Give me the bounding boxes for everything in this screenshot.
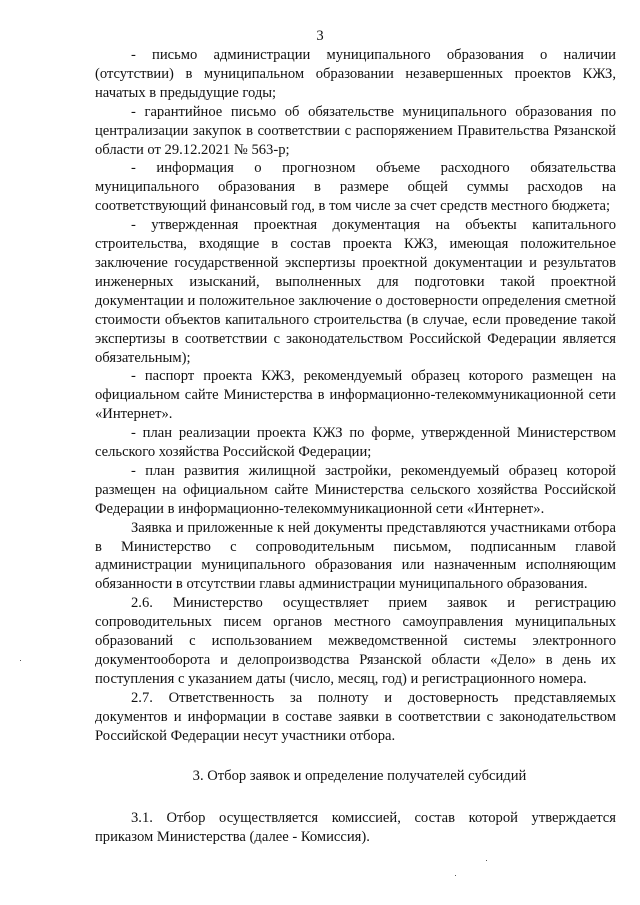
- page-number: 3: [316, 28, 324, 44]
- paragraph: - информация о прогнозном объеме расходного обязательства муниципального образования в размере общей суммы расходов на соответствующий финансовый год, в том числе за счет средств местного бюджета;: [95, 160, 616, 215]
- document-body: [95, 46, 616, 847]
- paragraph: - план реализации проекта КЖЗ по форме, утвержденной Министерством сельского хозяйства Российской Федерации;: [95, 425, 616, 461]
- paragraph: 2.7. Ответственность за полноту и достоверность представляемых документов и информации в составе заявки в соответствии с законодательством Российской Федерации несут участники отбора.: [95, 689, 616, 744]
- paragraph: 2.6. Министерство осуществляет прием заявок и регистрацию сопроводительных писем органов местного самоуправления муниципальных образований с использованием межведомственной системы электронного документооборота и делопроизводства Рязанской области «Дело» в день их поступления с указанием даты (число, месяц, год) и регистрационного номера.: [95, 595, 616, 687]
- paragraph: 3.1. Отбор осуществляется комиссией, состав которой утверждается приказом Министерства (далее - Комиссия).: [95, 810, 616, 846]
- paragraph: - письмо администрации муниципального образования о наличии (отсутствии) в муниципальном образовании незавершенных проектов КЖЗ, начатых в предыдущие годы;: [95, 47, 616, 101]
- paragraph: - паспорт проекта КЖЗ, рекомендуемый образец которого размещен на официальном сайте Министерства в информационно-телекоммуникационной сети «Интернет».: [95, 368, 616, 423]
- scan-speck: [455, 875, 456, 876]
- paragraph: - утвержденная проектная документация на объекты капитального строительства, входящие в состав проекта КЖЗ, имеющая положительное заключение государственной экспертизы проектной документации и результатов инженерных изысканий, выполненных для подготовки такой проектной документации и положительное заключение о достоверности определения сметной стоимости объектов капитального строительства (в случае, если проведение такой экспертизы в соответствии с законодательством Российской Федерации является обязательным);: [95, 217, 616, 366]
- scan-speck: [486, 860, 487, 861]
- section-heading: 3. Отбор заявок и определение получателей субсидий: [192, 767, 527, 784]
- scan-speck: [20, 660, 21, 661]
- paragraph: - гарантийное письмо об обязательстве муниципального образования по централизации закупок в соответствии с распоряжением Правительства Рязанской области от 29.12.2021 № 563-р;: [95, 103, 616, 158]
- paragraph: Заявка и приложенные к ней документы представляются участниками отбора в Министерство с сопроводительным письмом, подписанным главой администрации муниципального образования или назначенным исполняющим обязанности в отсутствии главы администрации муниципального образования.: [95, 519, 616, 593]
- paragraph: - план развития жилищной застройки, рекомендуемый образец которой размещен на официальном сайте Министерства сельского хозяйства Российской Федерации в информационно-телекоммуникационной сети «Интернет».: [95, 462, 616, 517]
